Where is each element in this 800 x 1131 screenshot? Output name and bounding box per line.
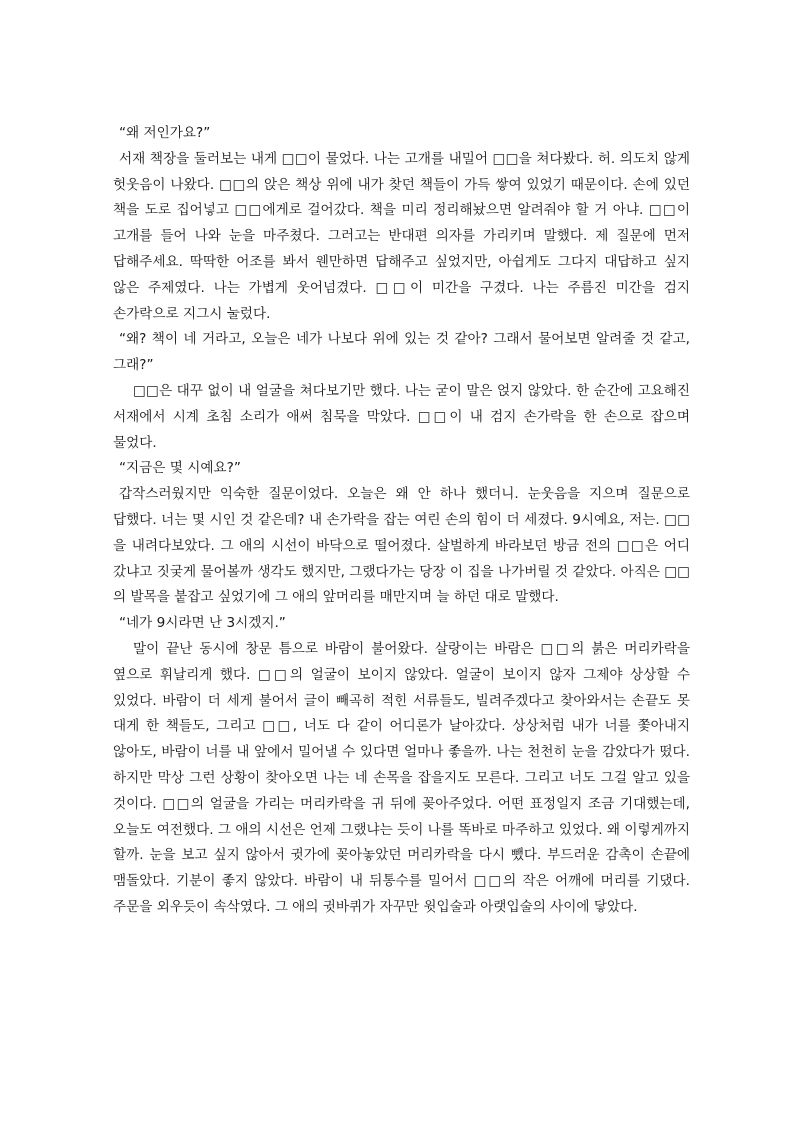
dialogue-paragraph: “지금은 몇 시예요?” <box>119 460 241 477</box>
narration-paragraph: 갑작스러웠지만 익숙한 질문이었다. 오늘은 왜 안 하나 했더니. 눈웃음을 지으며 질문으로 답했다. 너는 몇 시인 것 같은데? 내 손가락을 잡는 여린 손의 힘이 더 세졌다. 9시예요, 저는. □□을 내려다보았다. 그 애의 시선이 바닥으로 떨어졌다. 살벌하게 바라보던 방금 전의 □□은 어디 갔냐고 짓궂게 물어볼까 생각도 했지만, 그랬다가는 당장 이 집을 나가버릴 것 같았다. 아직은 □□의 발목을 붙잡고 싶었기에 그 애의 앞머리를 매만지며 늘 하던 대로 말했다. <box>113 486 690 606</box>
dialogue-paragraph: “왜 저인가요?” <box>119 125 211 141</box>
dialogue-paragraph: “네가 9시라면 난 3시겠지.” <box>119 615 286 632</box>
story-text <box>113 121 690 921</box>
dialogue-paragraph: “왜? 책이 네 거라고, 오늘은 네가 나보다 위에 있는 것 같아? 그래서 물어보면 알려줄 것 같고, 그래?” <box>113 331 690 374</box>
narration-paragraph: 말이 끝난 동시에 창문 틈으로 바람이 불어왔다. 살랑이는 바람은 □□의 붉은 머리카락을 옆으로 휘날리게 했다. □□의 얼굴이 보이지 않았다. 얼굴이 보이지 않자 그제야 상상할 수 있었다. 바람이 더 세게 불어서 글이 빼곡히 적힌 서류들도, 빌려주겠다고 찾아와서는 손끝도 못 대게 한 책들도, 그리고 □□, 너도 다 같이 어디론가 날아갔다. 상상처럼 내가 너를 쫓아내지 않아도, 바람이 너를 내 앞에서 밀어낼 수 있다면 얼마나 좋을까. 나는 천천히 눈을 감았다가 떴다. 하지만 막상 그런 상황이 찾아오면 나는 네 손목을 잡을지도 모른다. 그리고 너도 그걸 알고 있을 것이다. □□의 얼굴을 가리는 머리카락을 귀 뒤에 꽂아주었다. 어떤 표정일지 조금 기대했는데, 오늘도 여전했다. 그 애의 시선은 언제 그랬냐는 듯이 나를 똑바로 마주하고 있었다. 왜 이렇게까지 할까. 눈을 보고 싶지 않아서 귓가에 꽂아놓았던 머리카락을 다시 뺐다. 부드러운 감촉이 손끝에 맴돌았다. 기분이 좋지 않았다. 바람이 내 뒤통수를 밀어서 □□의 작은 어깨에 머리를 기댔다. 주문을 외우듯이 속삭였다. 그 애의 귓바퀴가 자꾸만 윗입술과 아랫입술의 사이에 닿았다. <box>113 640 690 915</box>
narration-paragraph: 서재 책장을 둘러보는 내게 □□이 물었다. 나는 고개를 내밀어 □□을 쳐다봤다. 허. 의도치 않게 헛웃음이 나왔다. □□의 앉은 책상 위에 내가 찾던 책들이 가득 쌓여 있었기 때문이다. 손에 있던 책을 도로 집어넣고 □□에게로 걸어갔다. 책을 미리 정리해놨으면 알려줘야 할 거 아냐. □□이 고개를 들어 나와 눈을 마주쳤다. 그러고는 반대편 의자를 가리키며 말했다. 제 질문에 먼저 답해주세요. 딱딱한 어조를 봐서 웬만하면 답해주고 싶었지만, 아쉽게도 그다지 대답하고 싶지 않은 주제였다. 나는 가볍게 웃어넘겼다. □□이 미간을 구겼다. 나는 주름진 미간을 검지 손가락으로 지그시 눌렀다. <box>113 150 690 322</box>
narration-paragraph: □□은 대꾸 없이 내 얼굴을 쳐다보기만 했다. 나는 굳이 말은 얹지 않았다. 한 순간에 고요해진 서재에서 시계 초침 소리가 애써 침묵을 막았다. □□이 내 검지 손가락을 한 손으로 잡으며 물었다. <box>113 382 690 451</box>
